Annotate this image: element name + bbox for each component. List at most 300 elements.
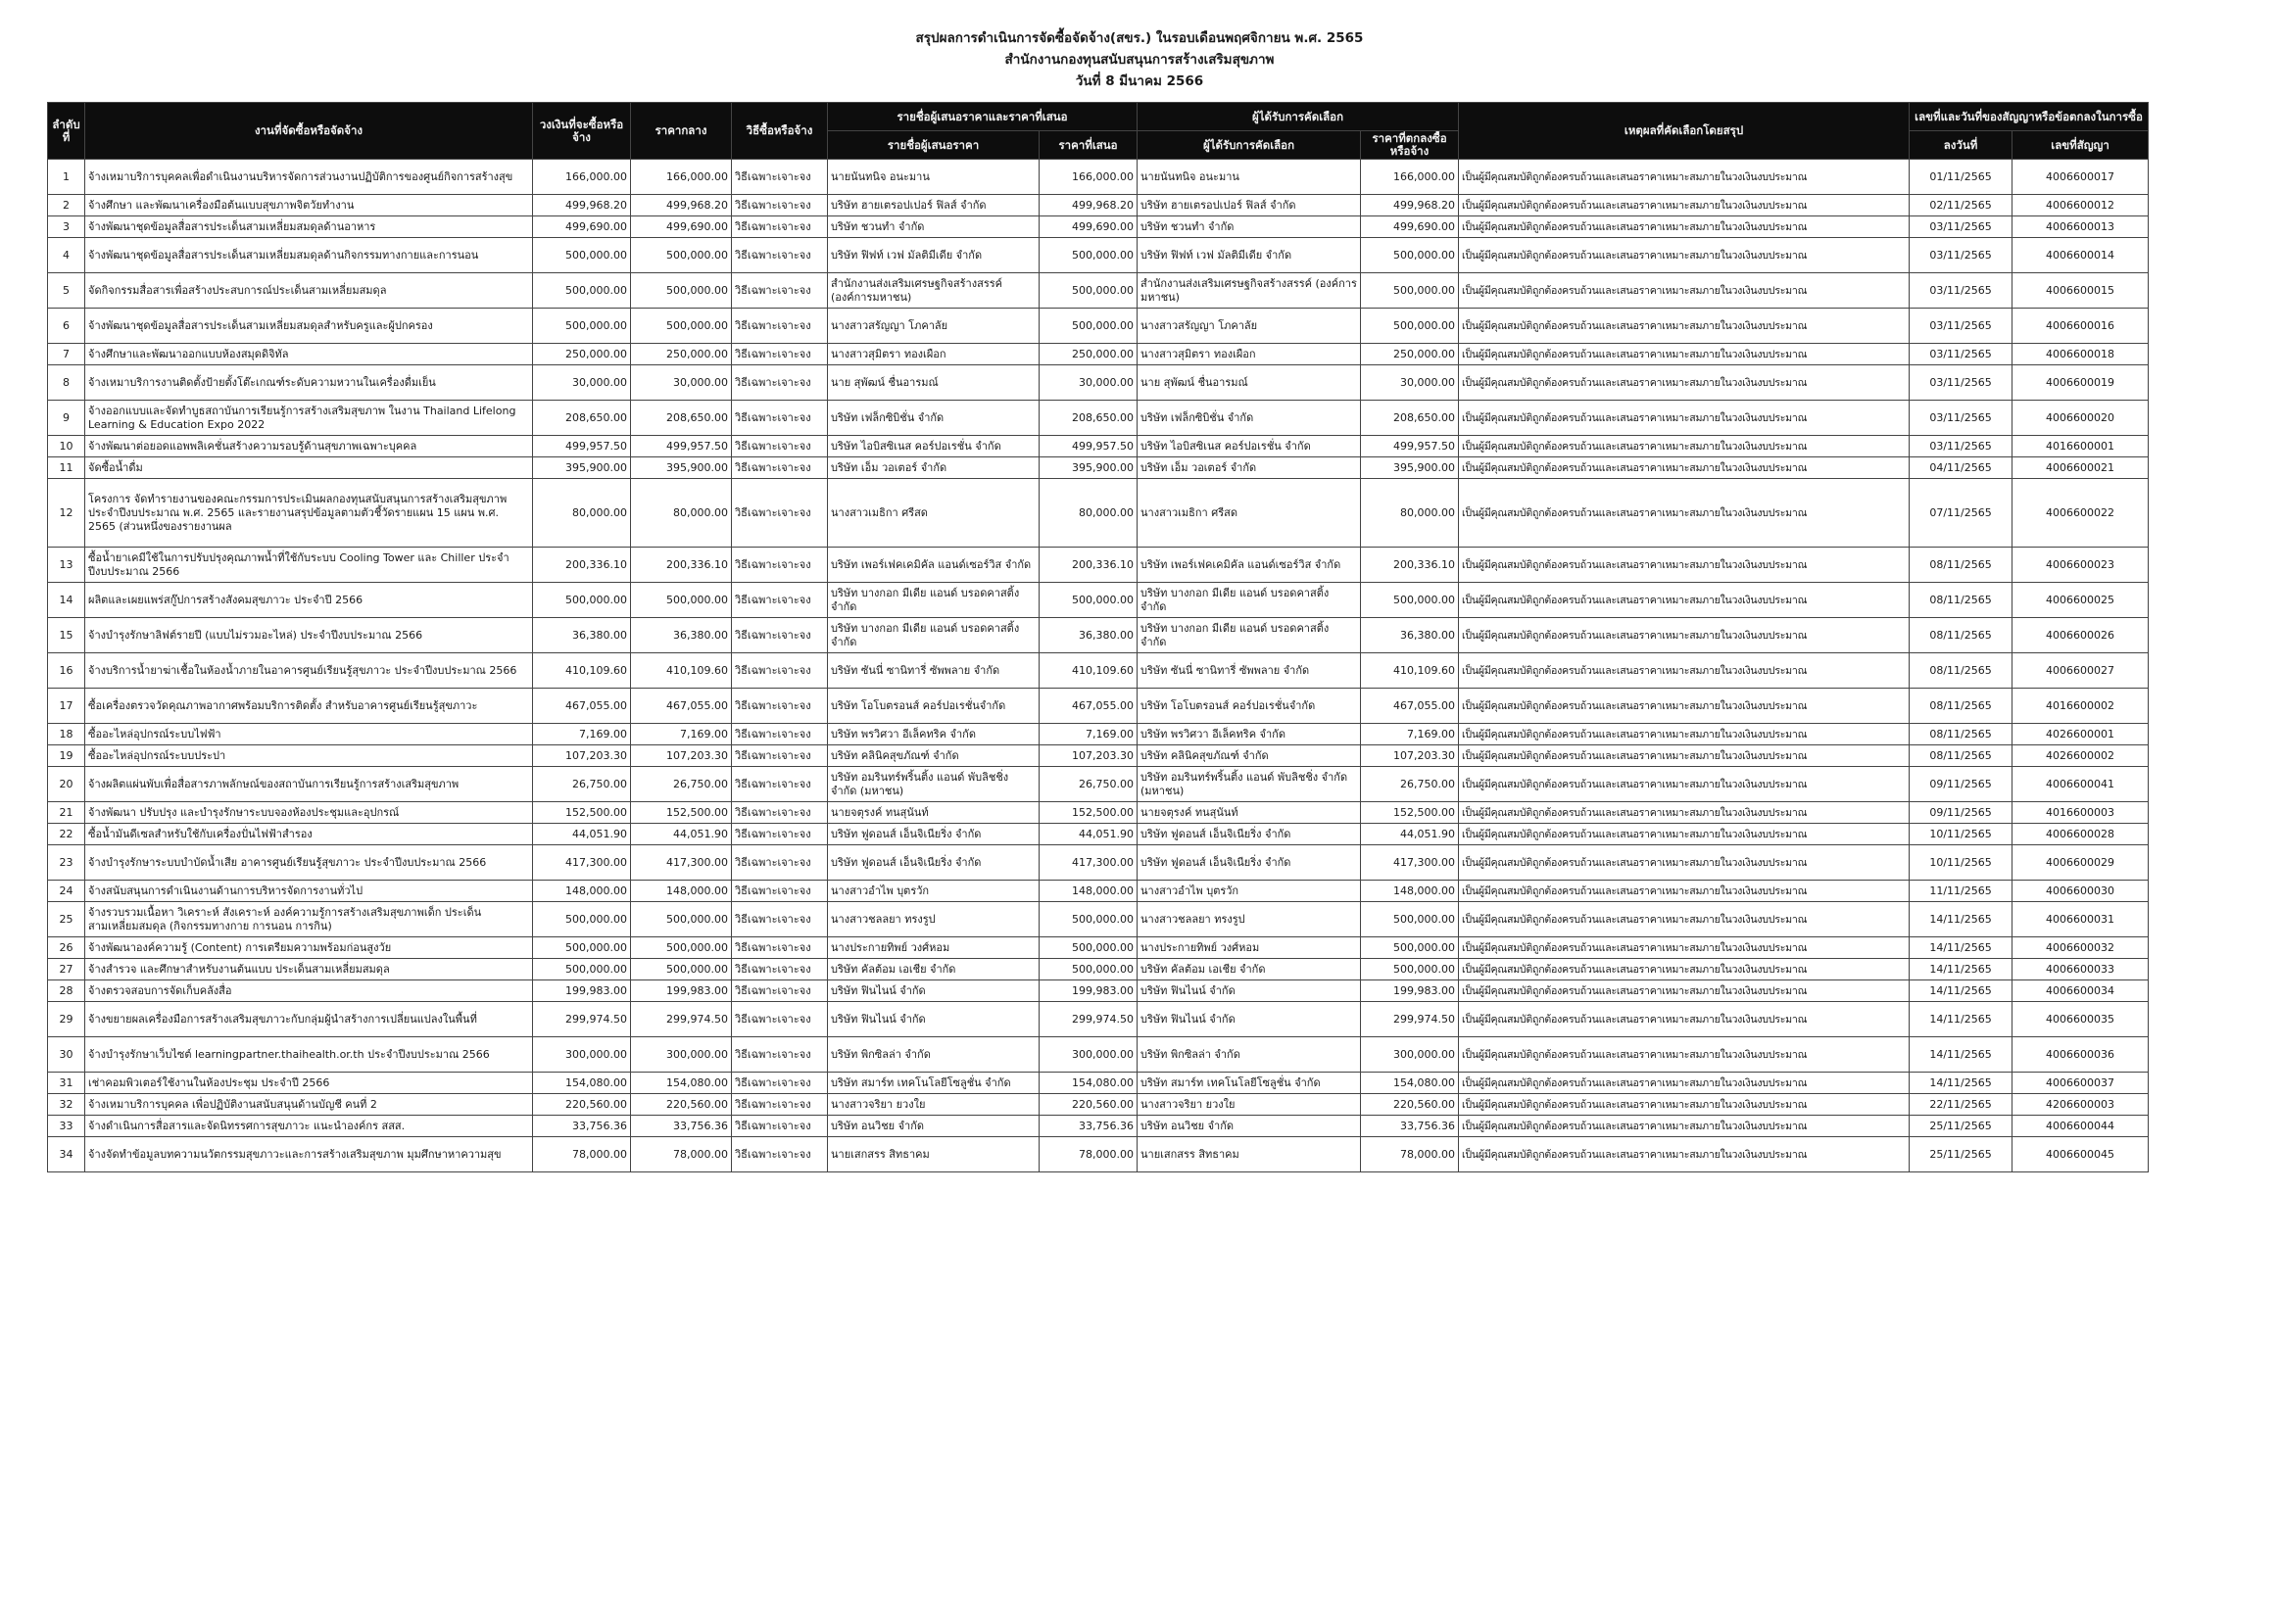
selection-reason: เป็นผู้มีคุณสมบัติถูกต้องครบถ้วนและเสนอราคาเหมาะสมภายในวงเงินงบประมาณ — [1459, 1137, 1910, 1172]
budget-amount: 410,109.60 — [533, 653, 631, 689]
selection-reason: เป็นผู้มีคุณสมบัติถูกต้องครบถ้วนและเสนอราคาเหมาะสมภายในวงเงินงบประมาณ — [1459, 273, 1910, 309]
row-number: 7 — [48, 344, 85, 365]
procurement-method: วิธีเฉพาะเจาะจง — [732, 689, 828, 724]
contract-date: 03/11/2565 — [1910, 273, 2012, 309]
selection-reason: เป็นผู้มีคุณสมบัติถูกต้องครบถ้วนและเสนอราคาเหมาะสมภายในวงเงินงบประมาณ — [1459, 1116, 1910, 1137]
procurement-method: วิธีเฉพาะเจาะจง — [732, 959, 828, 980]
budget-amount: 500,000.00 — [533, 273, 631, 309]
selection-reason: เป็นผู้มีคุณสมบัติถูกต้องครบถ้วนและเสนอราคาเหมาะสมภายในวงเงินงบประมาณ — [1459, 238, 1910, 273]
work-description: ซื้อเครื่องตรวจวัดคุณภาพอากาศพร้อมบริการติดตั้ง สำหรับอาคารศูนย์เรียนรู้สุขภาวะ — [85, 689, 533, 724]
header-median-price: ราคากลาง — [631, 103, 732, 160]
selected-vendor: นายจตุรงค์ ทนสุนันท์ — [1138, 802, 1361, 824]
selection-reason: เป็นผู้มีคุณสมบัติถูกต้องครบถ้วนและเสนอราคาเหมาะสมภายในวงเงินงบประมาณ — [1459, 802, 1910, 824]
work-description: จ้างสำรวจ และศึกษาสำหรับงานต้นแบบ ประเด็นสามเหลี่ยมสมดุล — [85, 959, 533, 980]
table-row — [48, 618, 2149, 653]
agreed-price: 30,000.00 — [1361, 365, 1459, 401]
bid-price: 200,336.10 — [1040, 548, 1138, 583]
contract-date: 01/11/2565 — [1910, 160, 2012, 195]
procurement-method: วิธีเฉพาะเจาะจง — [732, 479, 828, 548]
work-description: จ้างบำรุงรักษาระบบบำบัดน้ำเสีย อาคารศูนย์เรียนรู้สุขภาวะ ประจำปีงบประมาณ 2566 — [85, 845, 533, 881]
selected-vendor: บริษัท เฟล็กซิบิชั่น จำกัด — [1138, 401, 1361, 436]
row-number: 20 — [48, 767, 85, 802]
selection-reason: เป็นผู้มีคุณสมบัติถูกต้องครบถ้วนและเสนอราคาเหมาะสมภายในวงเงินงบประมาณ — [1459, 216, 1910, 238]
table-row — [48, 1094, 2149, 1116]
selection-reason: เป็นผู้มีคุณสมบัติถูกต้องครบถ้วนและเสนอราคาเหมาะสมภายในวงเงินงบประมาณ — [1459, 457, 1910, 479]
procurement-method: วิธีเฉพาะเจาะจง — [732, 548, 828, 583]
budget-amount: 148,000.00 — [533, 881, 631, 902]
bidder-name: นางสาวเมธิกา ศรีสด — [828, 479, 1040, 548]
bidder-name: บริษัท ฟินไนน์ จำกัด — [828, 980, 1040, 1002]
row-number: 25 — [48, 902, 85, 937]
table-row — [48, 1073, 2149, 1094]
row-number: 6 — [48, 309, 85, 344]
selected-vendor: นายเสกสรร สิทธาคม — [1138, 1137, 1361, 1172]
selected-vendor: บริษัท โอโบตรอนส์ คอร์ปอเรชั่นจำกัด — [1138, 689, 1361, 724]
selected-vendor: นายนันทนิจ อนะมาน — [1138, 160, 1361, 195]
median-price: 208,650.00 — [631, 401, 732, 436]
selected-vendor: บริษัท ฮายเตรอปเปอร์ ฟิลส์ จำกัด — [1138, 195, 1361, 216]
header-selected-name: ผู้ได้รับการคัดเลือก — [1138, 131, 1361, 160]
procurement-method: วิธีเฉพาะเจาะจง — [732, 1094, 828, 1116]
median-price: 500,000.00 — [631, 238, 732, 273]
bidder-name: นางสาวสุมิตรา ทองเผือก — [828, 344, 1040, 365]
contract-number: 4006600032 — [2012, 937, 2149, 959]
contract-number: 4006600013 — [2012, 216, 2149, 238]
agreed-price: 395,900.00 — [1361, 457, 1459, 479]
bid-price: 499,957.50 — [1040, 436, 1138, 457]
bid-price: 500,000.00 — [1040, 937, 1138, 959]
selected-vendor: นางสาวจริยา ยวงใย — [1138, 1094, 1361, 1116]
procurement-method: วิธีเฉพาะเจาะจง — [732, 1116, 828, 1137]
bid-price: 499,968.20 — [1040, 195, 1138, 216]
contract-number: 4006600037 — [2012, 1073, 2149, 1094]
procurement-method: วิธีเฉพาะเจาะจง — [732, 344, 828, 365]
selection-reason: เป็นผู้มีคุณสมบัติถูกต้องครบถ้วนและเสนอราคาเหมาะสมภายในวงเงินงบประมาณ — [1459, 401, 1910, 436]
bidder-name: บริษัท พิกซิลล่า จำกัด — [828, 1037, 1040, 1073]
bid-price: 467,055.00 — [1040, 689, 1138, 724]
procurement-method: วิธีเฉพาะเจาะจง — [732, 824, 828, 845]
bidder-name: บริษัท อมรินทร์พริ้นติ้ง แอนด์ พับลิชชิ่ง จำกัด (มหาชน) — [828, 767, 1040, 802]
selection-reason: เป็นผู้มีคุณสมบัติถูกต้องครบถ้วนและเสนอราคาเหมาะสมภายในวงเงินงบประมาณ — [1459, 436, 1910, 457]
median-price: 220,560.00 — [631, 1094, 732, 1116]
work-description: โครงการ จัดทำรายงานของคณะกรรมการประเมินผลกองทุนสนับสนุนการสร้างเสริมสุขภาพ ประจำปีงบประมาณ พ.ศ. 2565 และรายงานสรุปข้อมูลตามตัวชี้วัดรายแผน 15 แผน พ.ศ. 2565 (ส่วนหนึ่งของรายงานผล — [85, 479, 533, 548]
work-description: จ้างสนับสนุนการดำเนินงานด้านการบริหารจัดการงานทั่วไป — [85, 881, 533, 902]
contract-date: 08/11/2565 — [1910, 689, 2012, 724]
header-budget: วงเงินที่จะซื้อหรือจ้าง — [533, 103, 631, 160]
document-title: สรุปผลการดำเนินการจัดซื้อจัดจ้าง(สขร.) ในรอบเดือนพฤศจิกายน พ.ศ. 2565 — [915, 30, 1364, 46]
procurement-method: วิธีเฉพาะเจาะจง — [732, 845, 828, 881]
table-row — [48, 902, 2149, 937]
header-reason: เหตุผลที่คัดเลือกโดยสรุป — [1459, 103, 1910, 160]
contract-date: 04/11/2565 — [1910, 457, 2012, 479]
selected-vendor: บริษัท พิกซิลล่า จำกัด — [1138, 1037, 1361, 1073]
bidder-name: บริษัท คลินิคสุขภัณฑ์ จำกัด — [828, 745, 1040, 767]
budget-amount: 500,000.00 — [533, 959, 631, 980]
contract-date: 08/11/2565 — [1910, 653, 2012, 689]
table-row — [48, 160, 2149, 195]
agreed-price: 199,983.00 — [1361, 980, 1459, 1002]
selected-vendor: บริษัท สมาร์ท เทคโนโลยีโซลูชั่น จำกัด — [1138, 1073, 1361, 1094]
agreed-price: 148,000.00 — [1361, 881, 1459, 902]
bid-price: 500,000.00 — [1040, 309, 1138, 344]
median-price: 499,968.20 — [631, 195, 732, 216]
row-number: 27 — [48, 959, 85, 980]
bid-price: 300,000.00 — [1040, 1037, 1138, 1073]
contract-number: 4006600018 — [2012, 344, 2149, 365]
selection-reason: เป็นผู้มีคุณสมบัติถูกต้องครบถ้วนและเสนอราคาเหมาะสมภายในวงเงินงบประมาณ — [1459, 618, 1910, 653]
median-price: 199,983.00 — [631, 980, 732, 1002]
header-selected-group: ผู้ได้รับการคัดเลือก — [1138, 103, 1459, 131]
selection-reason: เป็นผู้มีคุณสมบัติถูกต้องครบถ้วนและเสนอราคาเหมาะสมภายในวงเงินงบประมาณ — [1459, 1073, 1910, 1094]
contract-date: 14/11/2565 — [1910, 980, 2012, 1002]
contract-date: 08/11/2565 — [1910, 745, 2012, 767]
selected-vendor: บริษัท ฟินไนน์ จำกัด — [1138, 980, 1361, 1002]
agreed-price: 500,000.00 — [1361, 583, 1459, 618]
agreed-price: 26,750.00 — [1361, 767, 1459, 802]
selected-vendor: บริษัท ฟูดอนส์ เอ็นจิเนียริ่ง จำกัด — [1138, 845, 1361, 881]
bid-price: 148,000.00 — [1040, 881, 1138, 902]
budget-amount: 107,203.30 — [533, 745, 631, 767]
bid-price: 30,000.00 — [1040, 365, 1138, 401]
bidder-name: บริษัท เพอร์เฟคเคมิคัล แอนด์เซอร์วิส จำกัด — [828, 548, 1040, 583]
bidder-name: บริษัท โอโบตรอนส์ คอร์ปอเรชั่นจำกัด — [828, 689, 1040, 724]
agreed-price: 220,560.00 — [1361, 1094, 1459, 1116]
table-row — [48, 273, 2149, 309]
contract-number: 4006600017 — [2012, 160, 2149, 195]
contract-date: 11/11/2565 — [1910, 881, 2012, 902]
contract-number: 4206600003 — [2012, 1094, 2149, 1116]
bidder-name: บริษัท ฟินไนน์ จำกัด — [828, 1002, 1040, 1037]
document-date: วันที่ 8 มีนาคม 2566 — [1075, 73, 1204, 89]
selected-vendor: นางสาวเมธิกา ศรีสด — [1138, 479, 1361, 548]
selection-reason: เป็นผู้มีคุณสมบัติถูกต้องครบถ้วนและเสนอราคาเหมาะสมภายในวงเงินงบประมาณ — [1459, 365, 1910, 401]
selection-reason: เป็นผู้มีคุณสมบัติถูกต้องครบถ้วนและเสนอราคาเหมาะสมภายในวงเงินงบประมาณ — [1459, 824, 1910, 845]
contract-number: 4006600044 — [2012, 1116, 2149, 1137]
table-row — [48, 959, 2149, 980]
bidder-name: นางสาวชลลยา ทรงรูป — [828, 902, 1040, 937]
budget-amount: 500,000.00 — [533, 583, 631, 618]
work-description: จ้างเหมาบริการงานติดตั้งป้ายตั้งโต๊ะเกณฑ์ระดับความหวานในเครื่องดื่มเย็น — [85, 365, 533, 401]
work-description: จ้างพัฒนาชุดข้อมูลสื่อสารประเด็นสามเหลี่ยมสมดุลสำหรับครูและผู้ปกครอง — [85, 309, 533, 344]
bid-price: 500,000.00 — [1040, 959, 1138, 980]
procurement-method: วิธีเฉพาะเจาะจง — [732, 980, 828, 1002]
row-number: 14 — [48, 583, 85, 618]
work-description: จ้างพัฒนาองค์ความรู้ (Content) การเตรียมความพร้อมก่อนสูงวัย — [85, 937, 533, 959]
procurement-method: วิธีเฉพาะเจาะจง — [732, 365, 828, 401]
selected-vendor: นางสาวชลลยา ทรงรูป — [1138, 902, 1361, 937]
work-description: จ้างพัฒนาต่อยอดแอพพลิเคชั่นสร้างความรอบรู้ด้านสุขภาพเฉพาะบุคคล — [85, 436, 533, 457]
table-row — [48, 216, 2149, 238]
median-price: 499,957.50 — [631, 436, 732, 457]
budget-amount: 7,169.00 — [533, 724, 631, 745]
bid-price: 410,109.60 — [1040, 653, 1138, 689]
work-description: จ้างออกแบบและจัดทำบูธสถาบันการเรียนรู้การสร้างเสริมสุขภาพ ในงาน Thailand Lifelong Learning & Education Expo 2022 — [85, 401, 533, 436]
work-description: ซื้ออะไหล่อุปกรณ์ระบบประปา — [85, 745, 533, 767]
bidder-name: นายเสกสรร สิทธาคม — [828, 1137, 1040, 1172]
bid-price: 208,650.00 — [1040, 401, 1138, 436]
table-row — [48, 802, 2149, 824]
median-price: 26,750.00 — [631, 767, 732, 802]
contract-date: 10/11/2565 — [1910, 824, 2012, 845]
median-price: 500,000.00 — [631, 959, 732, 980]
table-row — [48, 238, 2149, 273]
agreed-price: 200,336.10 — [1361, 548, 1459, 583]
agreed-price: 166,000.00 — [1361, 160, 1459, 195]
table-row — [48, 1116, 2149, 1137]
bidder-name: สำนักงานส่งเสริมเศรษฐกิจสร้างสรรค์ (องค์การมหาชน) — [828, 273, 1040, 309]
contract-date: 09/11/2565 — [1910, 802, 2012, 824]
table-row — [48, 195, 2149, 216]
agreed-price: 36,380.00 — [1361, 618, 1459, 653]
work-description: จ้างผลิตแผ่นพับเพื่อสื่อสารภาพลักษณ์ของสถาบันการเรียนรู้การสร้างเสริมสุขภาพ — [85, 767, 533, 802]
median-price: 500,000.00 — [631, 902, 732, 937]
agreed-price: 80,000.00 — [1361, 479, 1459, 548]
selection-reason: เป็นผู้มีคุณสมบัติถูกต้องครบถ้วนและเสนอราคาเหมาะสมภายในวงเงินงบประมาณ — [1459, 980, 1910, 1002]
row-number: 30 — [48, 1037, 85, 1073]
median-price: 500,000.00 — [631, 583, 732, 618]
work-description: จ้างพัฒนาชุดข้อมูลสื่อสารประเด็นสามเหลี่ยมสมดุลด้านกิจกรรมทางกายและการนอน — [85, 238, 533, 273]
bid-price: 154,080.00 — [1040, 1073, 1138, 1094]
table-row — [48, 980, 2149, 1002]
procurement-method: วิธีเฉพาะเจาะจง — [732, 881, 828, 902]
selected-vendor: นาย สุพัฒน์ ชื่นอารมณ์ — [1138, 365, 1361, 401]
procurement-method: วิธีเฉพาะเจาะจง — [732, 902, 828, 937]
bidder-name: นายจตุรงค์ ทนสุนันท์ — [828, 802, 1040, 824]
contract-date: 10/11/2565 — [1910, 845, 2012, 881]
contract-date: 25/11/2565 — [1910, 1137, 2012, 1172]
contract-date: 14/11/2565 — [1910, 959, 2012, 980]
agreed-price: 417,300.00 — [1361, 845, 1459, 881]
contract-number: 4006600027 — [2012, 653, 2149, 689]
contract-number: 4006600026 — [2012, 618, 2149, 653]
contract-number: 4006600033 — [2012, 959, 2149, 980]
bid-price: 7,169.00 — [1040, 724, 1138, 745]
procurement-method: วิธีเฉพาะเจาะจง — [732, 653, 828, 689]
selection-reason: เป็นผู้มีคุณสมบัติถูกต้องครบถ้วนและเสนอราคาเหมาะสมภายในวงเงินงบประมาณ — [1459, 1002, 1910, 1037]
contract-date: 03/11/2565 — [1910, 238, 2012, 273]
work-description: จ้างเหมาบริการบุคคลเพื่อดำเนินงานบริหารจัดการส่วนงานปฏิบัติการของศูนย์กิจการสร้างสุข — [85, 160, 533, 195]
row-number: 24 — [48, 881, 85, 902]
work-description: จัดกิจกรรมสื่อสารเพื่อสร้างประสบการณ์ประเด็นสามเหลี่ยมสมดุล — [85, 273, 533, 309]
selection-reason: เป็นผู้มีคุณสมบัติถูกต้องครบถ้วนและเสนอราคาเหมาะสมภายในวงเงินงบประมาณ — [1459, 724, 1910, 745]
selected-vendor: บริษัท อมรินทร์พริ้นติ้ง แอนด์ พับลิชชิ่ง จำกัด (มหาชน) — [1138, 767, 1361, 802]
procurement-method: วิธีเฉพาะเจาะจง — [732, 457, 828, 479]
row-number: 34 — [48, 1137, 85, 1172]
contract-date: 14/11/2565 — [1910, 902, 2012, 937]
procurement-method: วิธีเฉพาะเจาะจง — [732, 745, 828, 767]
work-description: จ้างดำเนินการสื่อสารและจัดนิทรรศการสุขภาวะ แนะนำองค์กร สสส. — [85, 1116, 533, 1137]
procurement-method: วิธีเฉพาะเจาะจง — [732, 1073, 828, 1094]
work-description: เช่าคอมพิวเตอร์ใช้งานในห้องประชุม ประจำปี 2566 — [85, 1073, 533, 1094]
bid-price: 36,380.00 — [1040, 618, 1138, 653]
bid-price: 199,983.00 — [1040, 980, 1138, 1002]
bidder-name: บริษัท อนวิชย จำกัด — [828, 1116, 1040, 1137]
row-number: 23 — [48, 845, 85, 881]
contract-number: 4006600019 — [2012, 365, 2149, 401]
table-row — [48, 436, 2149, 457]
selection-reason: เป็นผู้มีคุณสมบัติถูกต้องครบถ้วนและเสนอราคาเหมาะสมภายในวงเงินงบประมาณ — [1459, 959, 1910, 980]
table-row — [48, 1037, 2149, 1073]
contract-date: 08/11/2565 — [1910, 583, 2012, 618]
agreed-price: 500,000.00 — [1361, 238, 1459, 273]
contract-date: 08/11/2565 — [1910, 724, 2012, 745]
contract-number: 4006600023 — [2012, 548, 2149, 583]
table-row — [48, 401, 2149, 436]
work-description: จ้างศึกษา และพัฒนาเครื่องมือต้นแบบสุขภาพจิตวัยทำงาน — [85, 195, 533, 216]
selected-vendor: บริษัท คลินิคสุขภัณฑ์ จำกัด — [1138, 745, 1361, 767]
bidder-name: บริษัท ฮายเตรอปเปอร์ ฟิลส์ จำกัด — [828, 195, 1040, 216]
row-number: 4 — [48, 238, 85, 273]
bid-price: 107,203.30 — [1040, 745, 1138, 767]
bidder-name: นางสาวจริยา ยวงใย — [828, 1094, 1040, 1116]
contract-date: 22/11/2565 — [1910, 1094, 2012, 1116]
row-number: 8 — [48, 365, 85, 401]
median-price: 299,974.50 — [631, 1002, 732, 1037]
table-row — [48, 344, 2149, 365]
bidder-name: บริษัท ฟูดอนส์ เอ็นจิเนียริ่ง จำกัด — [828, 845, 1040, 881]
table-row — [48, 653, 2149, 689]
bid-price: 33,756.36 — [1040, 1116, 1138, 1137]
row-number: 33 — [48, 1116, 85, 1137]
budget-amount: 467,055.00 — [533, 689, 631, 724]
median-price: 467,055.00 — [631, 689, 732, 724]
contract-number: 4006600036 — [2012, 1037, 2149, 1073]
work-description: จ้างพัฒนาชุดข้อมูลสื่อสารประเด็นสามเหลี่ยมสมดุลด้านอาหาร — [85, 216, 533, 238]
procurement-method: วิธีเฉพาะเจาะจง — [732, 195, 828, 216]
median-price: 7,169.00 — [631, 724, 732, 745]
row-number: 2 — [48, 195, 85, 216]
agreed-price: 500,000.00 — [1361, 309, 1459, 344]
agreed-price: 500,000.00 — [1361, 273, 1459, 309]
budget-amount: 30,000.00 — [533, 365, 631, 401]
contract-date: 14/11/2565 — [1910, 1002, 2012, 1037]
median-price: 250,000.00 — [631, 344, 732, 365]
bid-price: 250,000.00 — [1040, 344, 1138, 365]
procurement-method: วิธีเฉพาะเจาะจง — [732, 767, 828, 802]
budget-amount: 417,300.00 — [533, 845, 631, 881]
row-number: 10 — [48, 436, 85, 457]
median-price: 44,051.90 — [631, 824, 732, 845]
bidder-name: นางสาวอำไพ บุตรวัก — [828, 881, 1040, 902]
procurement-method: วิธีเฉพาะเจาะจง — [732, 802, 828, 824]
row-number: 21 — [48, 802, 85, 824]
median-price: 152,500.00 — [631, 802, 732, 824]
contract-number: 4006600014 — [2012, 238, 2149, 273]
median-price: 300,000.00 — [631, 1037, 732, 1073]
contract-number: 4026600002 — [2012, 745, 2149, 767]
agreed-price: 154,080.00 — [1361, 1073, 1459, 1094]
selected-vendor: นางสาวสุมิตรา ทองเผือก — [1138, 344, 1361, 365]
selection-reason: เป็นผู้มีคุณสมบัติถูกต้องครบถ้วนและเสนอราคาเหมาะสมภายในวงเงินงบประมาณ — [1459, 1037, 1910, 1073]
contract-date: 02/11/2565 — [1910, 195, 2012, 216]
contract-number: 4026600001 — [2012, 724, 2149, 745]
contract-date: 03/11/2565 — [1910, 309, 2012, 344]
row-number: 12 — [48, 479, 85, 548]
header-contract-date: ลงวันที่ — [1910, 131, 2012, 160]
agreed-price: 500,000.00 — [1361, 937, 1459, 959]
procurement-method: วิธีเฉพาะเจาะจง — [732, 1037, 828, 1073]
median-price: 500,000.00 — [631, 937, 732, 959]
selected-vendor: บริษัท ไอบิสซิเนส คอร์ปอเรชั่น จำกัด — [1138, 436, 1361, 457]
organization-name: สำนักงานกองทุนสนับสนุนการสร้างเสริมสุขภาพ — [1004, 52, 1275, 68]
table-row — [48, 548, 2149, 583]
agreed-price: 152,500.00 — [1361, 802, 1459, 824]
bid-price: 395,900.00 — [1040, 457, 1138, 479]
row-number: 31 — [48, 1073, 85, 1094]
bidder-name: บริษัท เฟล็กซิบิชั่น จำกัด — [828, 401, 1040, 436]
bidder-name: บริษัท บางกอก มีเดีย แอนด์ บรอดคาสติ้ง จำกัด — [828, 583, 1040, 618]
median-price: 78,000.00 — [631, 1137, 732, 1172]
row-number: 9 — [48, 401, 85, 436]
contract-date: 14/11/2565 — [1910, 1037, 2012, 1073]
row-number: 22 — [48, 824, 85, 845]
header-contract-group: เลขที่และวันที่ของสัญญาหรือข้อตกลงในการซื้อ — [1910, 103, 2149, 131]
procurement-method: วิธีเฉพาะเจาะจง — [732, 436, 828, 457]
contract-number: 4006600012 — [2012, 195, 2149, 216]
contract-number: 4006600016 — [2012, 309, 2149, 344]
work-description: จ้างบำรุงรักษาเว็บไซต์ learningpartner.thaihealth.or.th ประจำปีงบประมาณ 2566 — [85, 1037, 533, 1073]
table-row — [48, 1002, 2149, 1037]
selection-reason: เป็นผู้มีคุณสมบัติถูกต้องครบถ้วนและเสนอราคาเหมาะสมภายในวงเงินงบประมาณ — [1459, 937, 1910, 959]
median-price: 148,000.00 — [631, 881, 732, 902]
bidder-name: บริษัท ฟูดอนส์ เอ็นจิเนียริ่ง จำกัด — [828, 824, 1040, 845]
contract-date: 03/11/2565 — [1910, 436, 2012, 457]
bid-price: 500,000.00 — [1040, 273, 1138, 309]
budget-amount: 199,983.00 — [533, 980, 631, 1002]
budget-amount: 154,080.00 — [533, 1073, 631, 1094]
selected-vendor: บริษัท บางกอก มีเดีย แอนด์ บรอดคาสติ้ง จำกัด — [1138, 618, 1361, 653]
selection-reason: เป็นผู้มีคุณสมบัติถูกต้องครบถ้วนและเสนอราคาเหมาะสมภายในวงเงินงบประมาณ — [1459, 195, 1910, 216]
work-description: จ้างตรวจสอบการจัดเก็บคลังสื่อ — [85, 980, 533, 1002]
budget-amount: 500,000.00 — [533, 309, 631, 344]
bid-price: 152,500.00 — [1040, 802, 1138, 824]
selection-reason: เป็นผู้มีคุณสมบัติถูกต้องครบถ้วนและเสนอราคาเหมาะสมภายในวงเงินงบประมาณ — [1459, 745, 1910, 767]
contract-number: 4006600035 — [2012, 1002, 2149, 1037]
contract-date: 09/11/2565 — [1910, 767, 2012, 802]
row-number: 3 — [48, 216, 85, 238]
procurement-method: วิธีเฉพาะเจาะจง — [732, 309, 828, 344]
selected-vendor: บริษัท ซันนี่ ซานิทารี่ ซัพพลาย จำกัด — [1138, 653, 1361, 689]
table-header — [48, 103, 2149, 160]
bidder-name: บริษัท ชวนทำ จำกัด — [828, 216, 1040, 238]
budget-amount: 499,957.50 — [533, 436, 631, 457]
header-bidders-group: รายชื่อผู้เสนอราคาและราคาที่เสนอ — [828, 103, 1138, 131]
row-number: 18 — [48, 724, 85, 745]
contract-date: 03/11/2565 — [1910, 401, 2012, 436]
contract-number: 4016600001 — [2012, 436, 2149, 457]
selected-vendor: บริษัท ชวนทำ จำกัด — [1138, 216, 1361, 238]
selection-reason: เป็นผู้มีคุณสมบัติถูกต้องครบถ้วนและเสนอราคาเหมาะสมภายในวงเงินงบประมาณ — [1459, 548, 1910, 583]
budget-amount: 36,380.00 — [533, 618, 631, 653]
work-description: จ้างจัดทำข้อมูลบทความนวัตกรรมสุขภาวะและการสร้างเสริมสุขภาพ มุมศึกษาหาความสุข — [85, 1137, 533, 1172]
table-row — [48, 689, 2149, 724]
budget-amount: 499,690.00 — [533, 216, 631, 238]
agreed-price: 250,000.00 — [1361, 344, 1459, 365]
median-price: 500,000.00 — [631, 273, 732, 309]
work-description: จัดซื้อน้ำดื่ม — [85, 457, 533, 479]
contract-number: 4006600022 — [2012, 479, 2149, 548]
bidder-name: บริษัท ไอบิสซิเนส คอร์ปอเรชั่น จำกัด — [828, 436, 1040, 457]
bid-price: 166,000.00 — [1040, 160, 1138, 195]
budget-amount: 220,560.00 — [533, 1094, 631, 1116]
header-work: งานที่จัดซื้อหรือจัดจ้าง — [85, 103, 533, 160]
procurement-method: วิธีเฉพาะเจาะจง — [732, 1002, 828, 1037]
bidder-name: บริษัท สมาร์ท เทคโนโลยีโซลูชั่น จำกัด — [828, 1073, 1040, 1094]
row-number: 29 — [48, 1002, 85, 1037]
contract-number: 4006600030 — [2012, 881, 2149, 902]
table-row — [48, 365, 2149, 401]
agreed-price: 500,000.00 — [1361, 902, 1459, 937]
